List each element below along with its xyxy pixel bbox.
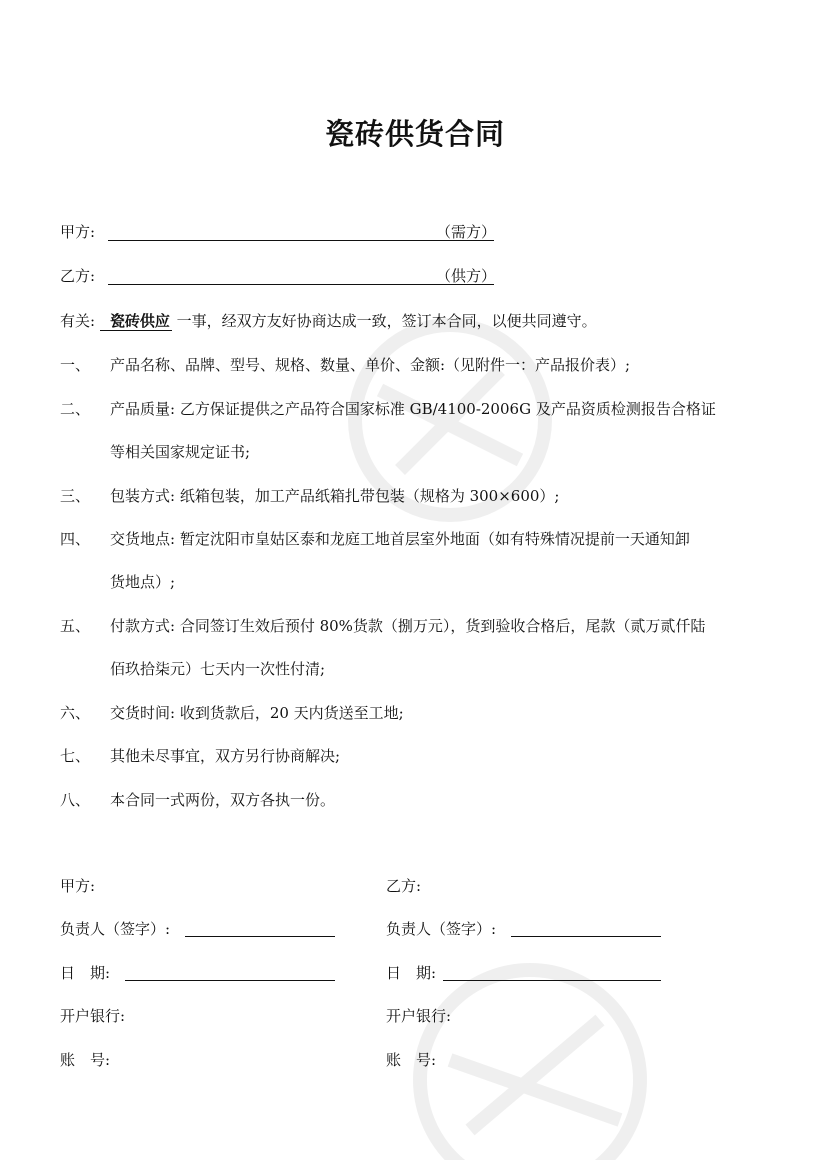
clause-text: 交货时间: 收到货款后，20 天内货送至工地; [110,704,404,722]
clause-text: 产品质量: 乙方保证提供之产品符合国家标准 GB/4100-2006G 及产品资质检测报告合格证 [110,400,716,418]
sig-left-date-label: 日 期: [60,964,111,982]
clause-number: 六、 [60,704,91,722]
clause-number: 七、 [60,747,91,765]
clause-number: 八、 [60,791,91,809]
party-b-label: 乙方: [60,267,96,285]
sig-left-party: 甲方: [60,877,96,895]
clause-text: 本合同一式两份，双方各执一份。 [110,791,336,809]
clause-text: 包装方式: 纸箱包装，加工产品纸箱扎带包装（规格为 300×600）; [110,487,560,505]
clause-2-continuation: 等相关国家规定证书; [110,443,251,461]
intro-suffix: 一事，经双方友好协商达成一致，签订本合同，以便共同遵守。 [176,312,597,330]
sig-left-date-line[interactable] [125,980,335,981]
sig-right-party: 乙方: [386,877,422,895]
clause-number: 二、 [60,400,91,418]
intro-prefix: 有关: [60,312,96,330]
clause-text: 付款方式: 合同签订生效后预付 80%货款（捌万元），货到验收合格后，尾款（贰万贰仟陆 [110,617,706,635]
sig-right-bank: 开户银行: [386,1007,452,1025]
party-a-role: （需方） [436,223,497,241]
sig-left-signer-line[interactable] [185,936,335,937]
party-a-line [60,220,497,244]
party-b-role: （供方） [436,267,497,285]
sig-right-signer-line[interactable] [511,936,661,937]
intro-paragraph [60,310,597,331]
sig-right-date-line[interactable] [443,980,661,981]
clause-number: 四、 [60,530,91,548]
clause-number: 五、 [60,617,91,635]
watermark-graphic [300,300,720,1160]
sig-right-signer-label: 负责人（签字）: [386,920,497,938]
clause-5-continuation: 佰玖拾柒元）七天内一次性付清; [110,660,326,678]
sig-left-bank: 开户银行: [60,1007,126,1025]
clause-text: 交货地点: 暂定沈阳市皇姑区泰和龙庭工地首层室外地面（如有特殊情况提前一天通知卸 [110,530,690,548]
intro-subject: 瓷砖供应 [100,312,172,331]
clause-number: 三、 [60,487,91,505]
party-b-line [60,264,497,288]
clause-text: 产品名称、品牌、型号、规格、数量、单价、金额:（见附件一：产品报价表）; [110,356,631,374]
party-a-label: 甲方: [60,223,96,241]
clause-number: 一、 [60,356,91,374]
document-title: 瓷砖供货合同 [324,117,505,151]
sig-right-account: 账 号: [386,1051,437,1069]
clause-4-continuation: 货地点）; [110,573,176,591]
sig-right-date-label: 日 期: [386,964,437,982]
sig-left-signer-label: 负责人（签字）: [60,920,171,938]
clause-text: 其他未尽事宜，双方另行协商解决; [110,747,341,765]
sig-left-account: 账 号: [60,1051,111,1069]
